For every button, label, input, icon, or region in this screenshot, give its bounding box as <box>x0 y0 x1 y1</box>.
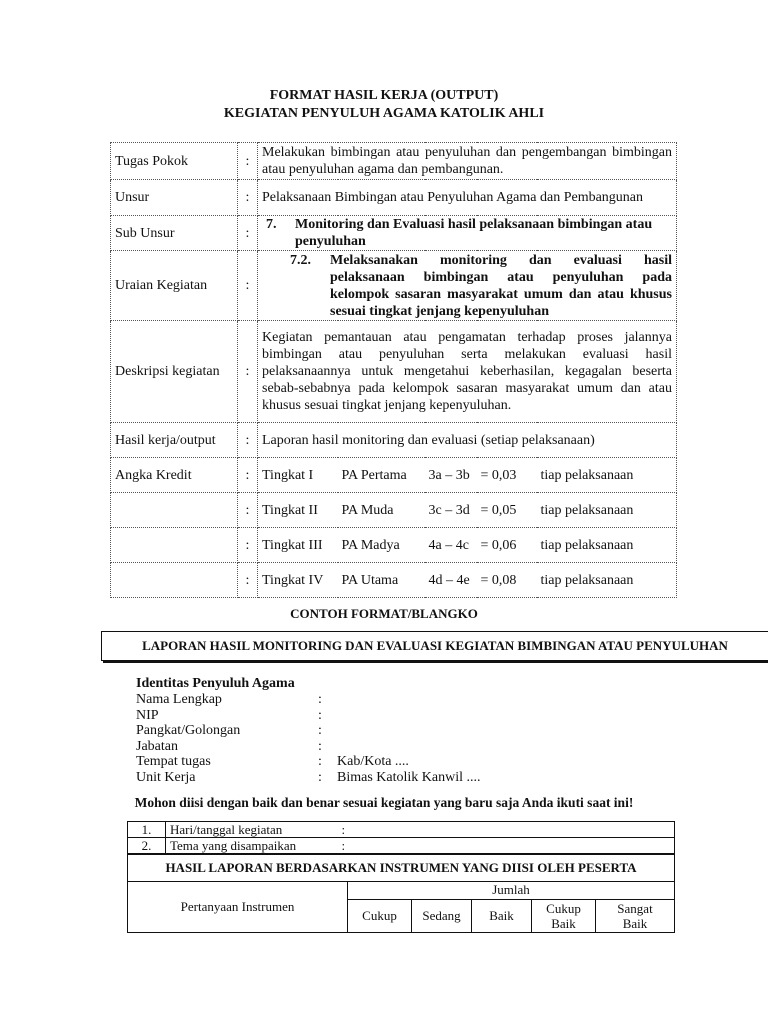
nilai-kredit: = 0,03 <box>477 458 537 493</box>
colon: : <box>238 251 258 321</box>
keterangan: tiap pelaksanaan <box>537 458 677 493</box>
row-number: 2. <box>128 838 166 854</box>
colon: : <box>238 423 258 458</box>
pertanyaan-header: Pertanyaan Instrumen <box>128 882 348 933</box>
row-angka-kredit-3 <box>111 528 677 563</box>
field-label: Pangkat/Golongan <box>136 723 241 738</box>
instruction-text: Mohon diisi dengan baik dan benar sesuai kegiatan yang baru saja Anda ikuti saat ini! <box>134 795 634 810</box>
colon: : <box>318 723 322 738</box>
tingkat: Tingkat II <box>258 493 338 528</box>
hasil-label: Hasil kerja/output <box>111 423 238 458</box>
row-angka-kredit-2 <box>111 493 677 528</box>
keterangan: tiap pelaksanaan <box>537 493 677 528</box>
doc-title-1: FORMAT HASIL KERJA (OUTPUT) <box>269 88 499 103</box>
field-label: Nama Lengkap <box>136 692 222 707</box>
nilai-kredit: = 0,05 <box>477 493 537 528</box>
unsur-label: Unsur <box>111 180 238 216</box>
row-label: Hari/tanggal kegiatan <box>166 822 338 838</box>
col-header: Baik <box>472 899 532 932</box>
row-angka-kredit-4 <box>111 563 677 598</box>
row-label: Tema yang disampaikan <box>166 838 338 854</box>
colon: : <box>318 739 322 754</box>
tingkat: Tingkat I <box>258 458 338 493</box>
tingkat: Tingkat III <box>258 528 338 563</box>
uraian-number: 7.2. <box>290 252 311 268</box>
colon: : <box>318 708 322 723</box>
deskripsi-value: Kegiatan pemantauan atau pengamatan terhadap proses jalannya bimbingan atau penyuluhan serta melakukan evaluasi hasil pelaksanaannya untuk mengetahui keberhasilan, kegagalan beserta sebab-sebabnya pada kelompok sasaran masyarakat umum dan atau khusus sesuai tingkat jenjang kepenyuluhan. <box>258 321 677 423</box>
row-deskripsi <box>111 321 677 423</box>
doc-title-2: KEGIATAN PENYULUH AGAMA KATOLIK AHLI <box>223 106 545 121</box>
row-unsur <box>111 180 677 216</box>
instrumen-heading: HASIL LAPORAN BERDASARKAN INSTRUMEN YANG DIISI OLEH PESERTA <box>128 855 675 882</box>
empty-cell <box>111 493 238 528</box>
col-header: Sangat Baik <box>596 899 675 932</box>
jabatan: PA Muda <box>338 493 425 528</box>
keterangan: tiap pelaksanaan <box>537 528 677 563</box>
jumlah-header: Jumlah <box>348 882 675 899</box>
field-label: Tempat tugas <box>136 754 211 769</box>
col-header: Cukup Baik <box>532 899 596 932</box>
uraian-value: Melaksanakan monitoring dan evaluasi hasil pelaksanaan bimbingan atau penyuluhan pada kelompok sasaran masyarakat umum dan atau khusus sesuai tingkat jenjang kepenyuluhan <box>330 252 672 319</box>
colon: : <box>238 493 258 528</box>
hasil-value: Laporan hasil monitoring dan evaluasi (setiap pelaksanaan) <box>258 423 677 458</box>
colon: : <box>338 838 675 854</box>
nilai-kredit: = 0,08 <box>477 563 537 598</box>
row-hasil <box>111 423 677 458</box>
contoh-title: CONTOH FORMAT/BLANGKO <box>290 606 478 621</box>
deskripsi-label: Deskripsi kegiatan <box>111 321 238 423</box>
colon: : <box>318 754 322 769</box>
row-uraian <box>111 251 677 321</box>
colon: : <box>338 822 675 838</box>
identitas-heading: Identitas Penyuluh Agama <box>136 676 295 691</box>
tingkat: Tingkat IV <box>258 563 338 598</box>
row-sub-unsur <box>111 216 677 251</box>
sub-unsur-label: Sub Unsur <box>111 216 238 251</box>
uraian-label: Uraian Kegiatan <box>111 251 238 321</box>
angka-kredit-label: Angka Kredit <box>111 458 238 493</box>
col-header: Sedang <box>412 899 472 932</box>
uraian-cell <box>258 251 677 321</box>
format-table <box>110 142 677 598</box>
field-label: NIP <box>136 708 159 723</box>
tugas-pokok-label: Tugas Pokok <box>111 143 238 180</box>
colon: : <box>238 458 258 493</box>
keterangan: tiap pelaksanaan <box>537 563 677 598</box>
instrumen-table <box>127 854 675 933</box>
colon: : <box>238 528 258 563</box>
unsur-value: Pelaksanaan Bimbingan atau Penyuluhan Agama dan Pembangunan <box>258 180 677 216</box>
field-value: Kab/Kota .... <box>337 754 409 769</box>
kegiatan-row <box>128 838 675 854</box>
field-label: Jabatan <box>136 739 178 754</box>
golongan: 3c – 3d <box>425 493 477 528</box>
tugas-pokok-value: Melakukan bimbingan atau penyuluhan dan pengembangan bimbingan atau penyuluhan agama dan pembangunan. <box>258 143 677 180</box>
kegiatan-row <box>128 822 675 838</box>
colon: : <box>318 770 322 785</box>
golongan: 3a – 3b <box>425 458 477 493</box>
nilai-kredit: = 0,06 <box>477 528 537 563</box>
colon: : <box>238 180 258 216</box>
sub-unsur-cell <box>258 216 677 251</box>
empty-cell <box>111 528 238 563</box>
sub-unsur-value: Monitoring dan Evaluasi hasil pelaksanaan bimbingan atau penyuluhan <box>295 217 653 249</box>
jabatan: PA Madya <box>338 528 425 563</box>
row-angka-kredit-1 <box>111 458 677 493</box>
sub-unsur-number: 7. <box>266 217 277 232</box>
golongan: 4d – 4e <box>425 563 477 598</box>
row-tugas-pokok <box>111 143 677 180</box>
colon: : <box>238 143 258 180</box>
laporan-title: LAPORAN HASIL MONITORING DAN EVALUASI KEGIATAN BIMBINGAN ATAU PENYULUHAN <box>101 631 768 661</box>
colon: : <box>238 563 258 598</box>
empty-cell <box>111 563 238 598</box>
col-header: Cukup <box>348 899 412 932</box>
jabatan: PA Utama <box>338 563 425 598</box>
colon: : <box>238 321 258 423</box>
golongan: 4a – 4c <box>425 528 477 563</box>
field-label: Unit Kerja <box>136 770 196 785</box>
colon: : <box>238 216 258 251</box>
field-value: Bimas Katolik Kanwil .... <box>337 770 481 785</box>
row-number: 1. <box>128 822 166 838</box>
kegiatan-table <box>127 821 675 854</box>
colon: : <box>318 692 322 707</box>
jabatan: PA Pertama <box>338 458 425 493</box>
